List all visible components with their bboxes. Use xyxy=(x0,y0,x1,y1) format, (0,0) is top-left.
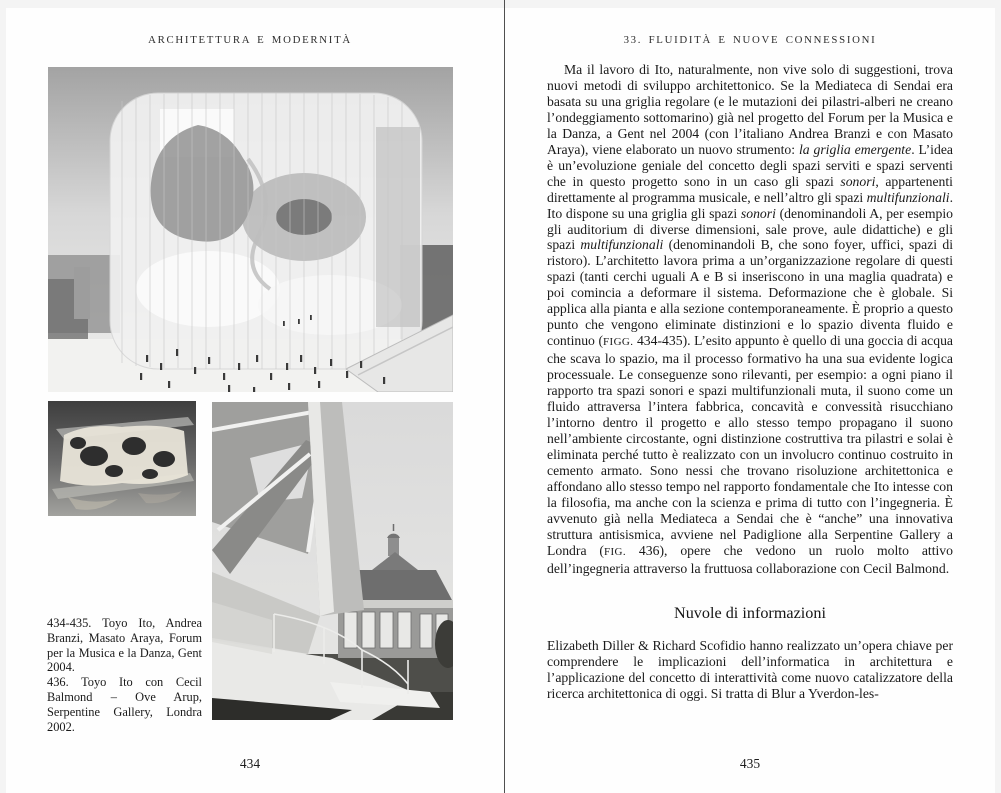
gutter-divider xyxy=(504,0,505,793)
caption-entry: 434-435. Toyo Ito, Andrea Branzi, Masato Araya, Forum per la Musica e la Danza, Gent 2004. xyxy=(47,616,202,675)
serpentine-pavilion-illustration xyxy=(212,402,453,720)
body-paragraph: Elizabeth Diller & Richard Scofidio hanno realizzato un’opera chiave per comprendere le implicazioni dell’informatica in architettura e l’applicazione del concetto di interattività come nuovo catalizzatore della ricerca architettonica di oggi. Si tratta di Blur a Yverdon-les- xyxy=(547,638,953,702)
section-heading: Nuvole di informazioni xyxy=(674,603,826,622)
right-running-head: 33. FLUIDITÀ E NUOVE CONNESSIONI xyxy=(623,34,877,46)
figure-caption xyxy=(47,616,202,734)
body-paragraph: Ma il lavoro di Ito, naturalmente, non vive solo di suggestioni, trova nuovi metodi di sviluppo architettonico. Se la Mediateca di Sendai era basata su una griglia regolare (e le mutazioni dei pilastri-alberi ne creano l’ondeggiamento sottomarino) già nel progetto del Forum per la Musica e la Danza, a Gent nel 2004 (con l’italiano Andrea Branzi e con Masato Araya), viene elaborato un nuovo strumento: la griglia emergente. L’idea è un’evoluzione geniale del concetto degli spazi serviti e spazi serventi che in questo progetto sono in un caso gli spazi sonori, appartenenti direttamente al programma musicale, e nell’altro gli spazi multifunzionali. Ito dispone su una griglia gli spazi sonori (denominandoli A, per esempio gli auditorium di diverse dimensioni, sale prove, aule didattiche) e gli spazi multifunzionali (denominandoli B, che sono foyer, uffici, spazi di ristoro). L’architetto lavora prima a un’organizzazione regolare di questi spazi (tanti cerchi uguali A e B si inseriscono in una maglia quadrata) e poi comincia a deformare il sistema. Deformazione che è globale. Si applica alla pianta e alla sezione contemporaneamente. È proprio a questo punto che vengono eliminate distinzioni e lo spazio diventa fluido e continuo (FIGG. 434-435). L’esito appunto è quello di una goccia di acqua che scava lo spazio, ma il processo formativo ha una sua evidente logica processuale. Le conseguenze sono rilevanti, per esempio: a ogni piano il rapporto tra spazi sonori e spazi multifunzionali muta, il suono come un fluido attraversa l’intera fabbrica, concavità e convessità risucchiano l’intorno dentro il progetto e allo stesso tempo propagano il suono nell’ambiente circostante, ogni distinzione costruttiva tra pilastri e solai è eliminata perché tutto è realizzato con un involucro continuo costruito in cemento armato. Sono nessi che trovano risoluzione architettonica e affondano allo stesso tempo nel rapporto fondamentale che Ito intesse con la filosofia, ma anche con la scienza e prima di tutto con l’ingegneria. È avvenuto già nella Mediateca a Sendai che è “anche” una innovativa struttura antisismica, avviene nel Padiglione alla Serpentine Gallery a Londra (FIG. 436), opere che vedono un ruolo molto attivo dell’ingegneria attraverso la fruttuosa collaborazione con Cecil Balmond. xyxy=(547,62,954,576)
caption-entry: 436. Toyo Ito con Cecil Balmond – Ove Arup, Serpentine Gallery, Londra 2002. xyxy=(47,675,202,734)
figure-serpentine-pavilion-photo xyxy=(212,402,453,720)
left-page-number: 434 xyxy=(239,756,261,771)
forum-model-illustration xyxy=(48,67,453,392)
left-running-head: ARCHITETTURA E MODERNITÀ xyxy=(148,34,352,46)
figure-forum-model-photo xyxy=(48,67,453,392)
structure-model-illustration xyxy=(48,401,196,516)
figure-structure-model-photo xyxy=(48,401,196,516)
page-top-edge xyxy=(0,0,1001,8)
body-text xyxy=(547,62,953,702)
right-page-number: 435 xyxy=(739,756,761,771)
